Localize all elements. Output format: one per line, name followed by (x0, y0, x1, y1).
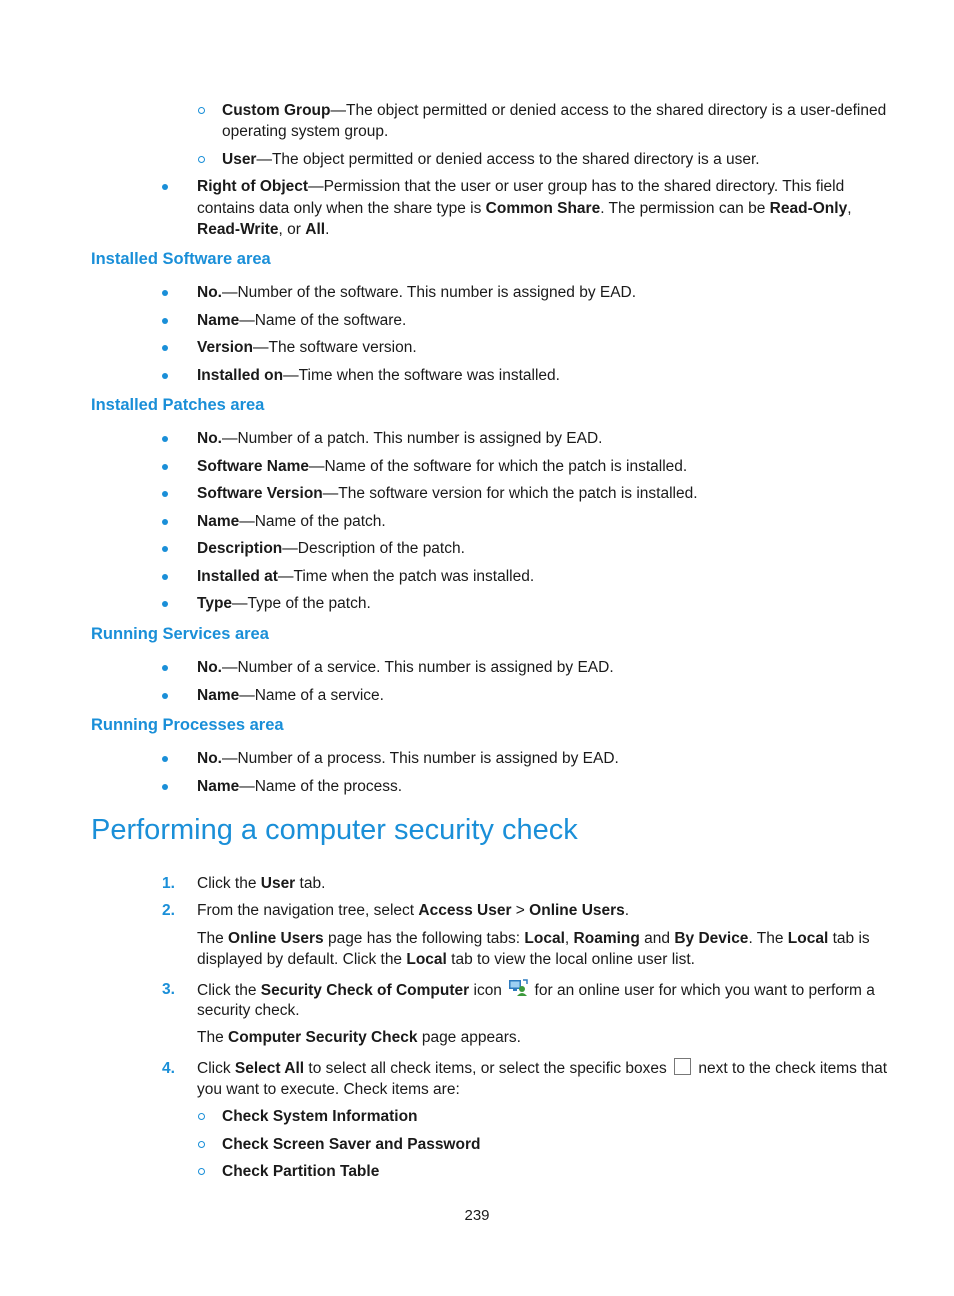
step-number: 4. (162, 1060, 175, 1077)
bullet (162, 373, 168, 379)
bullet (162, 665, 168, 671)
bullet (162, 184, 168, 190)
step-2-note: The Online Users page has the following tabs: Local, Roaming and By Device. The Local tab is (197, 930, 870, 947)
list-item: Description—Description of the patch. (197, 540, 465, 557)
list-item: Installed on—Time when the software was installed. (197, 367, 560, 384)
sub-bullet (198, 1113, 205, 1120)
check-item: Check Screen Saver and Password (222, 1136, 481, 1153)
list-item: Name—Name of a service. (197, 687, 384, 704)
list-item-continuation: contains data only when the share type is Common Share. The permission can be Read-Only, (197, 200, 852, 217)
list-item: Software Name—Name of the software for which the patch is installed. (197, 458, 688, 475)
sub-bullet (198, 107, 205, 114)
page-title: Performing a computer security check (91, 814, 578, 846)
page-number: 239 (464, 1207, 490, 1224)
list-item: No.—Number of the software. This number is assigned by EAD. (197, 284, 637, 301)
security-check-icon (508, 979, 528, 997)
bullet (162, 519, 168, 525)
check-item: Check System Information (222, 1108, 418, 1125)
bullet (162, 318, 168, 324)
section-heading-software: Installed Software area (91, 250, 271, 268)
step-2-text: From the navigation tree, select Access User > Online Users. (197, 902, 630, 919)
list-item: Right of Object—Permission that the user or user group has to the shared directory. This field (197, 178, 845, 195)
list-item: Custom Group—The object permitted or denied access to the shared directory is a user-defined (222, 102, 887, 119)
check-item: Check Partition Table (222, 1163, 380, 1180)
step-3-continuation: security check. (197, 1002, 300, 1019)
step-1-text: Click the User tab. (197, 875, 326, 892)
step-3-text: Click the Security Check of Computer icon for an online user for which you want to perform a (197, 979, 875, 1001)
section-heading-patches: Installed Patches area (91, 396, 265, 414)
sub-bullet (198, 156, 205, 163)
step-number: 3. (162, 981, 175, 998)
list-item: No.—Number of a service. This number is assigned by EAD. (197, 659, 614, 676)
bullet (162, 693, 168, 699)
list-item: User—The object permitted or denied access to the shared directory is a user. (222, 151, 760, 168)
list-item-continuation: Read-Write, or All. (197, 221, 330, 238)
step-4-continuation: you want to execute. Check items are: (197, 1081, 460, 1098)
step-number: 2. (162, 902, 175, 919)
checkbox-icon (674, 1058, 691, 1075)
list-item: No.—Number of a process. This number is assigned by EAD. (197, 750, 619, 767)
list-item: Name—Name of the patch. (197, 513, 386, 530)
step-4-text: Click Select All to select all check items, or select the specific boxes next to the check items that (197, 1060, 888, 1077)
bullet (162, 436, 168, 442)
list-item: Software Version—The software version for which the patch is installed. (197, 485, 698, 502)
step-3-note: The Computer Security Check page appears. (197, 1029, 521, 1046)
list-item: Name—Name of the software. (197, 312, 407, 329)
section-heading-processes: Running Processes area (91, 716, 284, 734)
list-item: Name—Name of the process. (197, 778, 403, 795)
bullet (162, 290, 168, 296)
bullet (162, 345, 168, 351)
bullet (162, 601, 168, 607)
bullet (162, 464, 168, 470)
list-item: Installed at—Time when the patch was installed. (197, 568, 535, 585)
list-item-continuation: operating system group. (222, 123, 389, 140)
section-heading-services: Running Services area (91, 625, 269, 643)
list-item: Type—Type of the patch. (197, 595, 371, 612)
bullet (162, 491, 168, 497)
bullet (162, 756, 168, 762)
list-item: Version—The software version. (197, 339, 417, 356)
sub-bullet (198, 1168, 205, 1175)
sub-bullet (198, 1141, 205, 1148)
bullet (162, 546, 168, 552)
bullet (162, 784, 168, 790)
bullet (162, 574, 168, 580)
list-item: No.—Number of a patch. This number is assigned by EAD. (197, 430, 603, 447)
step-number: 1. (162, 875, 175, 892)
step-2-note-continuation: displayed by default. Click the Local tab to view the local online user list. (197, 951, 695, 968)
